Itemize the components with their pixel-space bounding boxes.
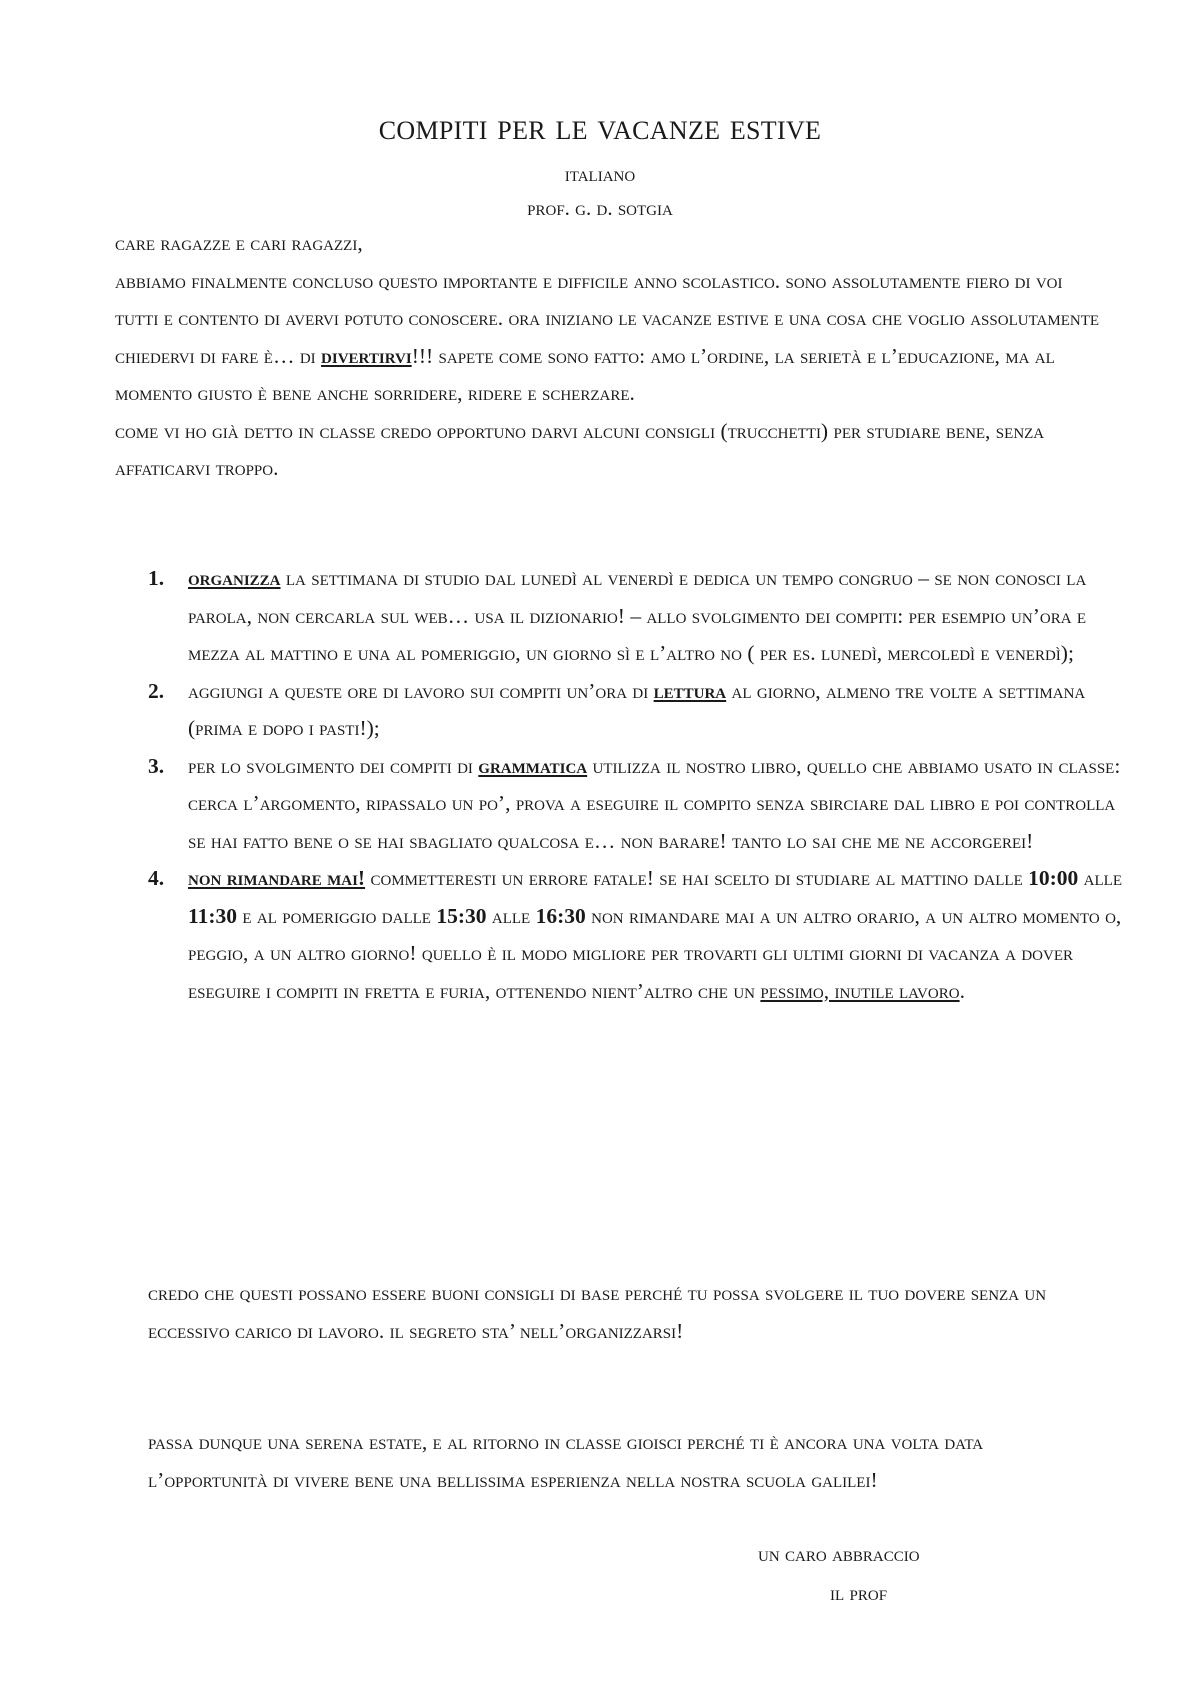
closing-paragraph-2: passa dunque una serena estate, e al ritorno in classe gioisci perché ti è ancora una volta data l’opportunità di vivere bene una bellissima esperienza nella nostra scuola galilei! [148, 1430, 984, 1492]
document-title: compiti per le vacanze estive [378, 107, 822, 148]
tip-item-3 [188, 748, 1133, 861]
keyword-lettura: lettura [653, 678, 727, 703]
signature-greeting: un caro abbraccio [758, 1542, 920, 1566]
tip-4-text-b: alle [1078, 866, 1122, 890]
tip-4-text-a: commetteresti un errore fatale! se hai scelto di studiare al mattino dalle [365, 866, 1029, 890]
keyword-grammatica: grammatica [478, 753, 588, 778]
teacher-line: prof. g. d. sotgia [527, 196, 673, 220]
closing-paragraph-1: credo che questi possano essere buoni consigli di base perché tu possa svolgere il tuo dovere senza un eccessivo carico di lavoro. il segreto sta’ nell’organizzarsi! [148, 1281, 1047, 1343]
intro-text-a: abbiamo finalmente concluso questo importante e difficile anno scolastico. sono assolutamente fiero di voi tutti e contento di avervi potuto conoscere. ora iniziano le vacanze estive e una cosa che voglio assolutamente chiedervi di fare è… di [115, 268, 1100, 368]
tip-item-4 [188, 860, 1133, 1010]
underlined-phrase: pessimo, inutile lavoro [760, 978, 960, 1003]
intro-section [115, 225, 1100, 488]
time-4: 16:30 [535, 903, 586, 928]
keyword-divertirvi: divertirvi [321, 343, 412, 368]
tip-4-text-e: non rimandare mai a un altro orario, a un altro momento o, peggio, a un altro giorno! quello è il modo migliore per trovarti gli ultimi giorni di vacanza a dover eseguire i compiti in fretta e furia, ottenendo nient’altro che un [188, 903, 1122, 1003]
keyword-non-rimandare: non rimandare mai! [188, 866, 366, 890]
subject-line: italiano [564, 162, 636, 186]
tips-list [148, 560, 1133, 1010]
greeting: care ragazze e cari ragazzi, [115, 231, 363, 255]
tip-2-text-b: al giorno, almeno tre volte a settimana (prima e dopo i pasti!); [188, 678, 1086, 740]
keyword-organizza: organizza [188, 566, 281, 590]
intro-paragraph [115, 263, 1100, 413]
tip-1-text: la settimana di studio dal lunedì al venerdì e dedica un tempo congruo – se non conosci la parola, non cercarla sul web… usa il dizionario! – allo svolgimento dei compiti: per esempio un’ora e mezza al mattino e una al pomeriggio, un giorno sì e l’altro no ( per es. lunedì, mercoledì e venerdì); [188, 566, 1087, 665]
time-3: 15:30 [436, 903, 487, 928]
tip-4-text-f: . [959, 978, 965, 1003]
advice-intro-paragraph: come vi ho già detto in classe credo opportuno darvi alcuni consigli (trucchetti) per studiare bene, senza affaticarvi troppo. [115, 418, 1045, 480]
tip-3-text-a: per lo svolgimento dei compiti di [188, 753, 479, 778]
tip-item-2 [188, 673, 1133, 748]
tip-4-text-c: e al pomeriggio dalle [236, 903, 437, 928]
tip-3-text-b: utilizza il nostro libro, quello che abbiamo usato in classe: cerca l’argomento, ripassalo un po’, prova a eseguire il compito senza sbirciare dal libro e poi controlla se hai fatto bene o se hai sbagliato qualcosa e… non barare! tanto lo sai che me ne accorgerei! [188, 753, 1121, 853]
time-1: 10:00 [1028, 866, 1079, 890]
signature-name: il prof [830, 1581, 888, 1605]
time-2: 11:30 [188, 903, 237, 928]
tip-2-text-a: aggiungi a queste ore di lavoro sui compiti un’ora di [188, 678, 654, 703]
tip-item-1 [188, 560, 1133, 673]
intro-text-b: !!! sapete come sono fatto: amo l’ordine, la serietà e l’educazione, ma al momento giusto è bene anche sorridere, ridere e scherzare. [115, 343, 1055, 405]
tip-4-text-d: alle [486, 903, 536, 928]
